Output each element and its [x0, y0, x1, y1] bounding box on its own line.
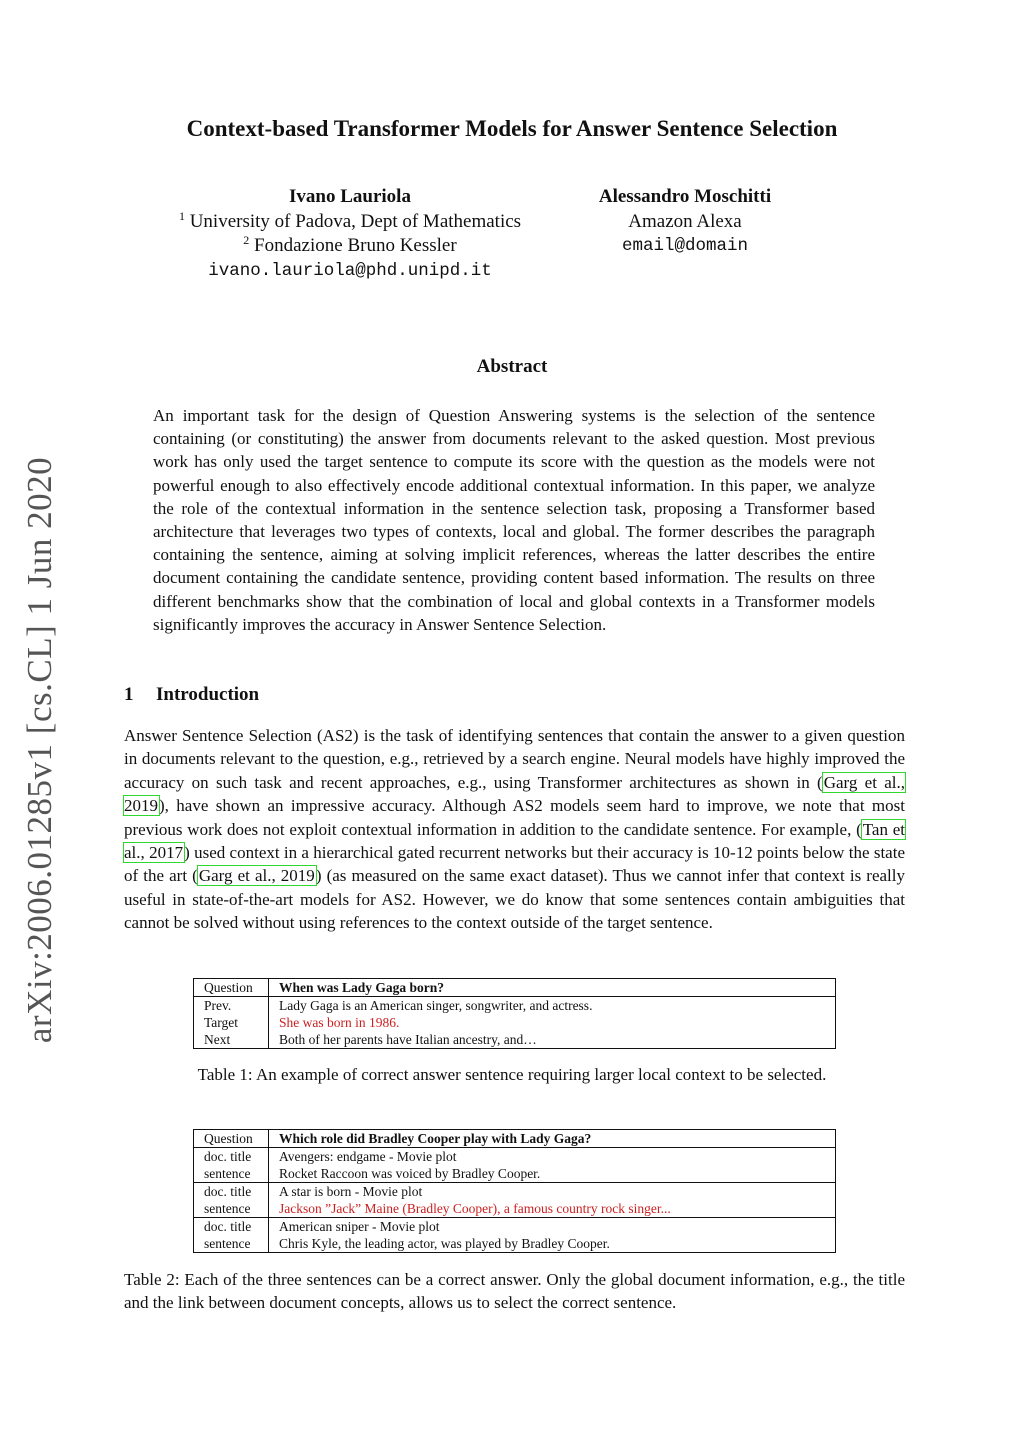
paper-title: Context-based Transformer Models for Answer Sentence Selection	[186, 116, 838, 141]
row-label: sentence	[194, 1200, 269, 1218]
row-label: Question	[194, 1130, 269, 1148]
author-name: Alessandro Moschitti	[598, 186, 772, 207]
question-text: Which role did Bradley Cooper play with Lady Gaga?	[269, 1130, 836, 1148]
section-number: 1	[124, 684, 134, 705]
table-row	[194, 997, 836, 1015]
row-label: Question	[194, 979, 269, 997]
row-label: Target	[194, 1014, 269, 1031]
table-row	[194, 1183, 836, 1201]
table-row	[194, 1200, 836, 1218]
table-row	[194, 1148, 836, 1166]
doc-title-text: A star is born - Movie plot	[279, 1184, 423, 1199]
table-1-caption: Table 1: An example of correct answer sentence requiring larger local context to be selected.	[197, 1065, 827, 1084]
row-label: doc. title	[194, 1148, 269, 1166]
table-row	[194, 1235, 836, 1253]
affiliation-text: Fondazione Bruno Kessler	[254, 235, 457, 256]
sentence-text: Both of her parents have Italian ancestry, and…	[279, 1032, 537, 1047]
author-email: email@domain	[621, 236, 749, 256]
affiliation-marker: 1	[178, 208, 185, 223]
author-affiliation: Amazon Alexa	[628, 210, 742, 232]
section-title: Introduction	[156, 684, 260, 705]
row-label: doc. title	[194, 1183, 269, 1201]
row-label: doc. title	[194, 1218, 269, 1236]
intro-text: used context in a hierarchical gated recurrent networks but their accuracy is 10-12 points below the state of the art	[124, 843, 905, 886]
affiliation-marker: 2	[243, 233, 250, 247]
example-table-1	[193, 978, 836, 1049]
abstract-text: An important task for the design of Question Answering systems is the selection of the sentence containing (or constituting) the answer from documents relevant to the asked question. Most previous work has only used the target sentence to compute its score with the question as the models were not powerful enough to also effectively encode additional contextual information. In this paper, we analyze the role of the contextual information in the sentence selection task, proposing a Transformer based architecture that leverages two types of contexts, local and global. The former describes the paragraph containing the sentence, aiming at solving implicit references, whereas the latter describes the entire document containing the candidate sentence, providing content based information. The results on three different benchmarks show that the combination of local and global contexts in a Transformer models significantly improves the accuracy in Answer Sentence Selection.	[153, 406, 875, 634]
row-label: Next	[194, 1031, 269, 1049]
citation-link[interactable]: Tan et al., 2017	[124, 819, 905, 863]
table-row	[194, 1165, 836, 1183]
sentence-text: Chris Kyle, the leading actor, was played by Bradley Cooper.	[279, 1236, 610, 1251]
intro-text: Answer Sentence Selection (AS2) is the task of identifying sentences that contain the answer to a given question in documents relevant to the question, e.g., retrieved by a search engine. Neural models have highly improved the accuracy on such task and recent approaches, e.g., using Transformer architectures as shown in	[124, 726, 905, 792]
table-row	[194, 1031, 836, 1049]
author-affiliation	[140, 234, 560, 259]
author-name: Ivano Lauriola	[289, 186, 411, 207]
doc-title-text: American sniper - Movie plot	[279, 1219, 440, 1234]
row-label: Prev.	[194, 997, 269, 1015]
question-text: When was Lady Gaga born?	[269, 979, 836, 997]
row-label: sentence	[194, 1235, 269, 1253]
citation-link[interactable]: Garg et al., 2019	[198, 866, 315, 886]
introduction-paragraph: Answer Sentence Selection (AS2) is the task of identifying sentences that contain the answer to a given question in documents relevant to the question, e.g., retrieved by a search engine. Neural models have highly improved the accuracy on such task and recent approaches, e.g., using Transformer architectures as shown in (Garg et al., 2019), have shown an impressive accuracy. Although AS2 models seem hard to improve, we note that most previous work does not exploit contextual information in addition to the candidate sentence. For example, (Tan et al., 2017) used context in a hierarchical gated recurrent networks but their accuracy is 10-12 points below the state of the art (Garg et al., 2019) (as measured on the same exact dataset). Thus we cannot infer that context is really useful in state-of-the-art models for AS2. However, we do know that some sentences contain ambiguities that cannot be solved without using references to the context outside of the target sentence.	[124, 726, 905, 933]
citation-link[interactable]: Garg et al., 2019	[124, 772, 905, 816]
intro-text: (as measured on the same exact dataset). Thus we cannot infer that context is really useful in state-of-the-art models for AS2. However, we do know that some sentences contain ambiguities that cannot be solved without using references to the context outside of the target sentence.	[124, 866, 905, 933]
sentence-text: Rocket Raccoon was voiced by Bradley Cooper.	[269, 1165, 836, 1183]
table-row	[194, 1014, 836, 1031]
example-table-2	[193, 1129, 836, 1253]
intro-text: , have shown an impressive accuracy. Although AS2 models seem hard to improve, we note that most previous work does not exploit contextual information in addition to the candidate sentence. For example,	[124, 796, 905, 839]
doc-title-text: Avengers: endgame - Movie plot	[279, 1149, 457, 1164]
affiliation-text: University of Padova, Dept of Mathematics	[189, 210, 522, 232]
target-sentence-text: Jackson ”Jack” Maine (Bradley Cooper), a famous country rock singer...	[269, 1200, 836, 1218]
table-row	[194, 1130, 836, 1148]
abstract-heading: Abstract	[476, 356, 548, 377]
arxiv-identifier: arXiv:2006.01285v1 [cs.CL] 1 Jun 2020	[20, 456, 59, 1044]
table-row	[194, 979, 836, 997]
row-label: sentence	[194, 1165, 269, 1183]
table-row	[194, 1218, 836, 1236]
author-email: ivano.lauriola@phd.unipd.it	[208, 260, 492, 281]
target-sentence-text: She was born in 1986.	[279, 1015, 400, 1030]
author-block-1	[140, 185, 560, 283]
author-affiliation	[140, 210, 560, 235]
sentence-text: Lady Gaga is an American singer, songwriter, and actress.	[279, 998, 593, 1013]
table-2-caption: Table 2: Each of the three sentences can be a correct answer. Only the global document information, e.g., the title and the link between document concepts, allows us to select the correct sentence.	[124, 1270, 905, 1313]
section-heading	[124, 684, 259, 706]
author-block-2	[560, 185, 810, 259]
